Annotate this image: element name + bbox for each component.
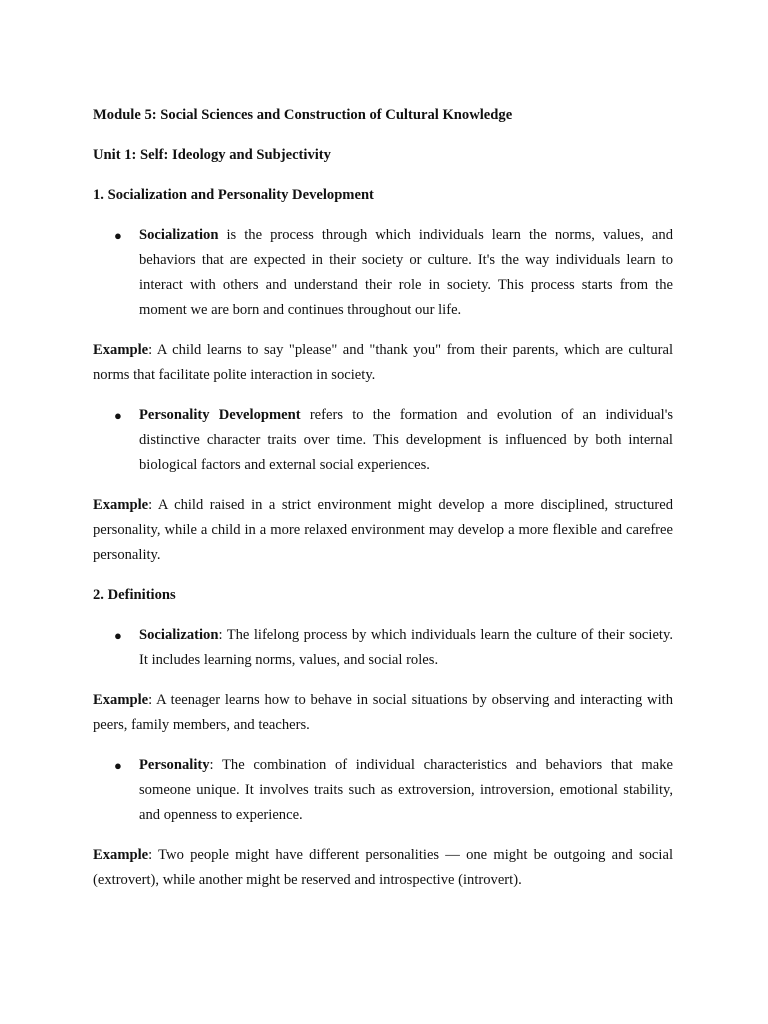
bullet-term: Personality Development — [139, 407, 301, 423]
bullet-term: Socialization — [139, 627, 219, 643]
example-label: Example — [93, 342, 149, 358]
document-body — [93, 103, 673, 908]
bullet-text: refers to the formation and evolution of an individual's distinctive character traits over time. This development is influenced by both internal biological factors and external social experiences. — [139, 407, 673, 473]
example-text: : A teenager learns how to behave in social situations by observing and interacting with peers, family members, and teachers. — [93, 692, 673, 733]
example-label: Example — [93, 847, 149, 863]
bullet-item — [93, 623, 673, 673]
example-paragraph — [93, 338, 673, 388]
example-paragraph — [93, 493, 673, 568]
bullet-term: Personality — [139, 757, 210, 773]
bullet-icon: ● — [114, 758, 122, 773]
bullet-term: Socialization — [139, 227, 219, 243]
section-heading: 2. Definitions — [93, 587, 176, 603]
example-paragraph — [93, 843, 673, 893]
example-label: Example — [93, 692, 149, 708]
bullet-item — [93, 223, 673, 323]
bullet-item — [93, 403, 673, 478]
bullet-item — [93, 753, 673, 828]
example-text: : Two people might have different personalities — one might be outgoing and social (extrovert), while another might be reserved and introspective (introvert). — [93, 847, 673, 888]
bullet-icon: ● — [114, 628, 122, 643]
bullet-icon: ● — [114, 228, 122, 243]
section-heading: 1. Socialization and Personality Development — [93, 187, 374, 203]
example-paragraph — [93, 688, 673, 738]
unit-title: Unit 1: Self: Ideology and Subjectivity — [93, 147, 331, 163]
example-label: Example — [93, 497, 149, 513]
bullet-text: : The combination of individual characteristics and behaviors that make someone unique. It involves traits such as extroversion, introversion, emotional stability, and openness to experience. — [139, 757, 673, 823]
example-text: : A child learns to say "please" and "thank you" from their parents, which are cultural norms that facilitate polite interaction in society. — [93, 342, 673, 383]
bullet-icon: ● — [114, 408, 122, 423]
bullet-text: is the process through which individuals learn the norms, values, and behaviors that are expected in their society or culture. It's the way individuals learn to interact with others and understand their role in society. This process starts from the moment we are born and continues throughout our life. — [139, 227, 673, 318]
bullet-text: : The lifelong process by which individuals learn the culture of their society. It includes learning norms, values, and social roles. — [139, 627, 673, 668]
example-text: : A child raised in a strict environment might develop a more disciplined, structured personality, while a child in a more relaxed environment may develop a more flexible and carefree personality. — [93, 497, 673, 563]
module-title: Module 5: Social Sciences and Construction of Cultural Knowledge — [93, 107, 513, 123]
